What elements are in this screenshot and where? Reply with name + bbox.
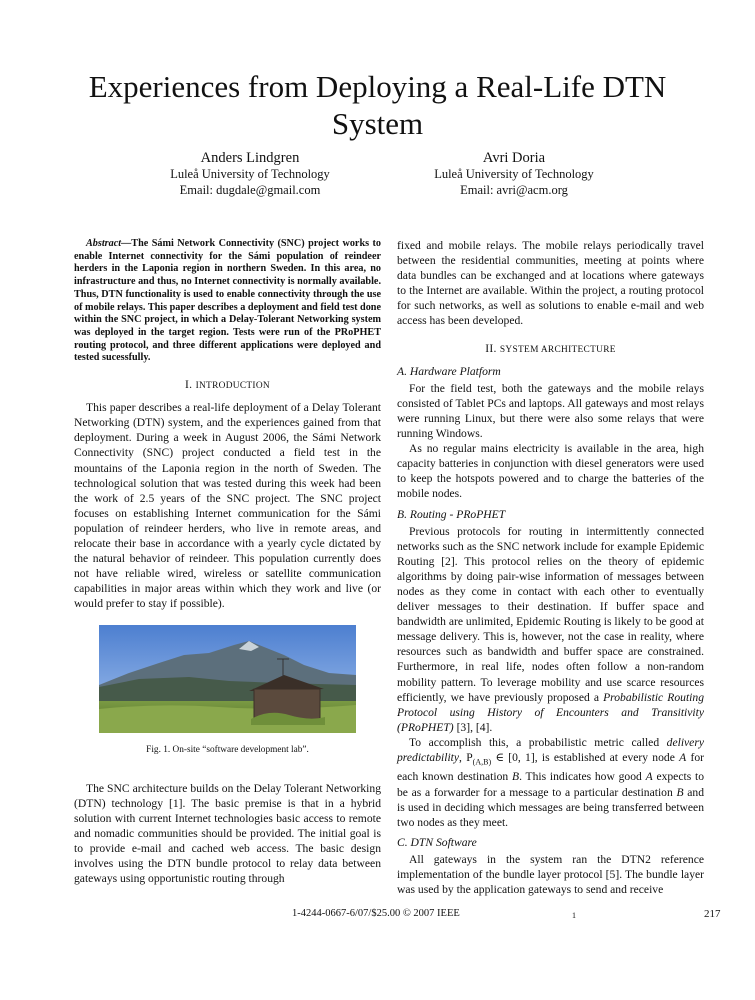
text-run: . This indicates how good (519, 770, 646, 784)
section-heading-introduction (74, 377, 381, 394)
paragraph: All gateways in the system ran the DTN2 reference implementation of the bundle layer protocol [5]. The bundle layer was used by the application gateways to send and receive (397, 852, 704, 897)
right-column (397, 238, 704, 897)
paragraph: fixed and mobile relays. The mobile relays periodically travel between the residential communities, meeting at points where data bundles can be exchanged and at locations where gateways to the Internet are available. Within the project, a routing protocol for such networks, as well as solutions to enable e-mail and web access has been developed. (397, 239, 704, 328)
math-var: B (511, 770, 520, 784)
text-run: ∈ [0, 1], is established at every node (491, 751, 680, 764)
paper-title: Experiences from Deploying a Real-Life DTN System (88, 69, 667, 141)
paragraph (397, 735, 704, 830)
text-run: To accomplish this, a probabilistic metric called (409, 735, 667, 749)
author-email: Email: avri@acm.org (460, 183, 568, 197)
abstract-label: Abstract— (86, 238, 132, 249)
text-run: , P (459, 751, 473, 764)
subsection-heading-routing: B. Routing - PRoPHET (397, 507, 506, 521)
page-number: 217 (704, 908, 721, 920)
section-title: SYSTEM ARCHITECTURE (499, 344, 616, 355)
section-heading-system-architecture (397, 341, 704, 358)
paragraph: For the field test, both the gateways and the mobile relays consisted of Tablet PCs and laptops. All gateways and most relays were running Linux, but there were also some relays that were running Windows. (397, 381, 704, 441)
author-email: Email: dugdale@gmail.com (179, 183, 321, 197)
paragraph: This paper describes a real-life deployment of a Delay Tolerant Networking (DTN) system, and the experiences gained from that deployment. During a week in August 2006, the Sámi Network Connectivity (SNC) project conducted a field test in the mountains of the Laponia region in the north of Sweden. The technological solution that was tested during this week had been the work of 2.5 years of the SNC project. The SNC project focuses on establishing Internet communication for the Sámi population of reindeer herders, who live in remote areas, and relocate their base in accordance with a yearly cycle dictated by the natural behavior of reindeer. This population currently does not have reliable wired, wireless or satellite communication capabilities in major areas within which they work and live (or would prefer to stay if possible). (74, 401, 381, 611)
author-name: Avri Doria (482, 150, 546, 166)
author-block-1 (120, 150, 380, 198)
paragraph: The SNC architecture builds on the Delay Tolerant Networking (DTN) technology [1]. The basic premise is that in a hybrid solution with current Internet technologies basic access to remote and nomadic communities should be provided. The initial goal is to provide e-mail and cached web access. The basic design involves using the DTN bundle protocol to relay data between gateways using opportunistic routing through (74, 781, 381, 886)
paragraph (397, 524, 704, 735)
author-name: Anders Lindgren (200, 150, 300, 166)
text-run: and is used in deciding which messages are being transferred between two nodes as they meet. (397, 785, 704, 829)
author-block-2 (384, 150, 644, 198)
footer-copyright: 1-4244-0667-6/07/$25.00 © 2007 IEEE (292, 908, 460, 919)
text-run: for each known destination (397, 751, 705, 784)
section-number: II. (485, 341, 497, 355)
abstract (74, 238, 381, 365)
left-column (74, 238, 381, 886)
subscript: (A,B) (472, 757, 492, 767)
math-var: A (679, 751, 687, 764)
abstract-text: The Sámi Network Connectivity (SNC) project works to enable Internet connectivity for the Sámi population of reindeer herders in the Laponia region in northern Sweden. In this area, no infrastructure and thus, no Internet connectivity is normally available. Thus, DTN functionality is used to enable connectivity through the use of mobile relays. This paper describes a deployment and field test done within the SNC project, in which a Delay-Tolerant Networking system was deployed in the target region. Tests were run of the PRoPHET routing protocol, and three different applications were deployed and tested sucessfully. (74, 238, 381, 364)
figure-caption: Fig. 1. On-site “software development lab”. (146, 745, 309, 756)
text-run: expects to be as a forwarder for a message to a particular destination (397, 770, 704, 799)
subsection-heading-hardware: A. Hardware Platform (397, 364, 501, 378)
figure-1 (74, 625, 381, 758)
math-var: A (645, 770, 653, 784)
emphasis: delivery predictability (397, 735, 704, 764)
footer-mark: 1 (572, 911, 576, 920)
math-var: B (676, 785, 684, 799)
author-affiliation: Luleå University of Technology (434, 167, 594, 181)
paragraph: As no regular mains electricity is available in the area, high capacity batteries in conjunction with diesel generators were used to keep the hotspots powered and to charge the batteries of the mobile nodes. (397, 442, 704, 501)
lab-photo (99, 625, 356, 733)
section-number: I. (185, 378, 193, 392)
text-run: Previous protocols for routing in intermittently connected networks such as the SNC network include for example Epidemic Routing [2]. This protocol relies on the theory of epidemic algorithms by doing pair-wise information of messages between nodes as they come in contact with each other to eventually deliver messages to their destination. If buffer space and bandwidth are unlimited, Epidemic Routing is likely to be good at message delivery. This is, however, not the case in reality, where resources such as bandwidth and buffer space are constrained. Furthermore, in real life, nodes often follow a non-random mobility pattern. To leverage mobility and use scarce resources efficiently, we have previously proposed a (397, 524, 704, 704)
emphasis: Probabilistic Routing Protocol using History of Encounters and Transitivity (PRoPHET) (397, 690, 704, 734)
subsection-heading-software: C. DTN Software (397, 835, 477, 849)
text-run: [3], [4]. (453, 720, 493, 734)
section-title: INTRODUCTION (195, 381, 270, 392)
author-affiliation: Luleå University of Technology (170, 167, 330, 181)
